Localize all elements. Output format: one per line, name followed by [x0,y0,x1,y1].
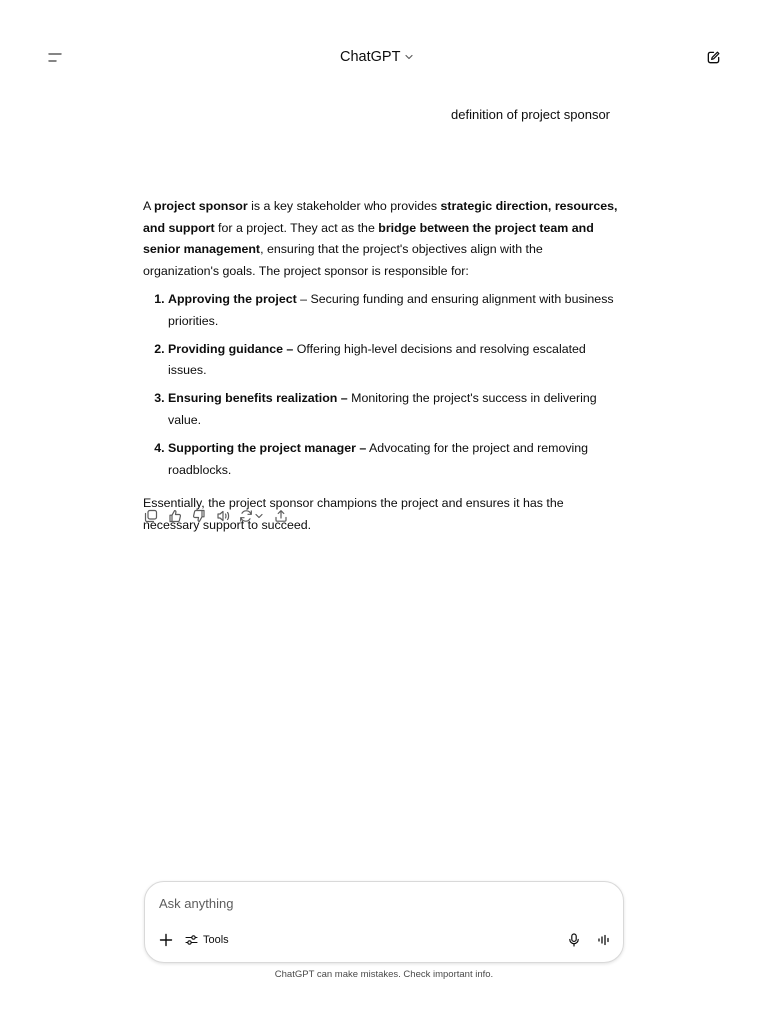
list-item: 1. Approving the project – Securing funding and ensuring alignment with business priorities. [168,289,619,332]
voice-mode-icon [597,934,611,946]
prompt-input[interactable] [159,896,599,911]
regenerate-button[interactable] [239,506,265,526]
share-button[interactable] [273,506,289,526]
dictate-button[interactable] [565,931,583,949]
list-item: 3. Ensuring benefits realization – Monitoring the project's success in delivering value. [168,388,619,431]
new-chat-icon [706,50,721,65]
tools-button[interactable] [185,931,229,949]
top-bar [0,0,768,114]
assistant-closing: Essentially, the project sponsor champions the project and ensures it has the necessary support to succeed. [143,496,564,533]
plus-icon [159,933,173,947]
copy-button[interactable] [143,506,159,526]
list-item: 4. Supporting the project manager – Advocating for the project and removing roadblocks. [168,438,619,481]
message-composer [144,881,624,963]
read-aloud-button[interactable] [215,506,231,526]
regenerate-icon [239,509,265,523]
bad-response-button[interactable] [191,506,207,526]
disclaimer: ChatGPT can make mistakes. Check important info. [274,969,494,980]
new-chat-button[interactable] [700,44,726,70]
tools-icon [185,934,198,946]
share-icon [274,509,288,523]
thumbs-up-icon [168,509,182,523]
sidebar-toggle-icon [47,52,63,64]
copy-icon [144,509,158,523]
tools-label: Tools [203,934,229,946]
model-switcher[interactable] [340,44,414,70]
chevron-down-icon [404,52,414,62]
microphone-icon [568,933,580,947]
user-message: definition of project sponsor [451,107,610,122]
voice-mode-button[interactable] [595,931,613,949]
good-response-button[interactable] [167,506,183,526]
assistant-intro: A project sponsor is a key stakeholder who provides strategic direction, resources, and support for a project. They act as the bridge between the project team and senior management, ensuring that the project's objectives align with the organization's goals. The project sponsor is responsible for: [143,199,618,279]
add-attachment-button[interactable] [157,931,175,949]
sidebar-toggle-button[interactable] [42,45,68,71]
thumbs-down-icon [192,509,206,523]
message-actions [143,506,289,526]
read-aloud-icon [216,509,231,523]
model-name: ChatGPT [340,49,401,65]
list-item: 2. Providing guidance – Offering high-level decisions and resolving escalated issues. [168,339,619,382]
responsibility-list [143,289,619,482]
assistant-message [143,196,619,537]
